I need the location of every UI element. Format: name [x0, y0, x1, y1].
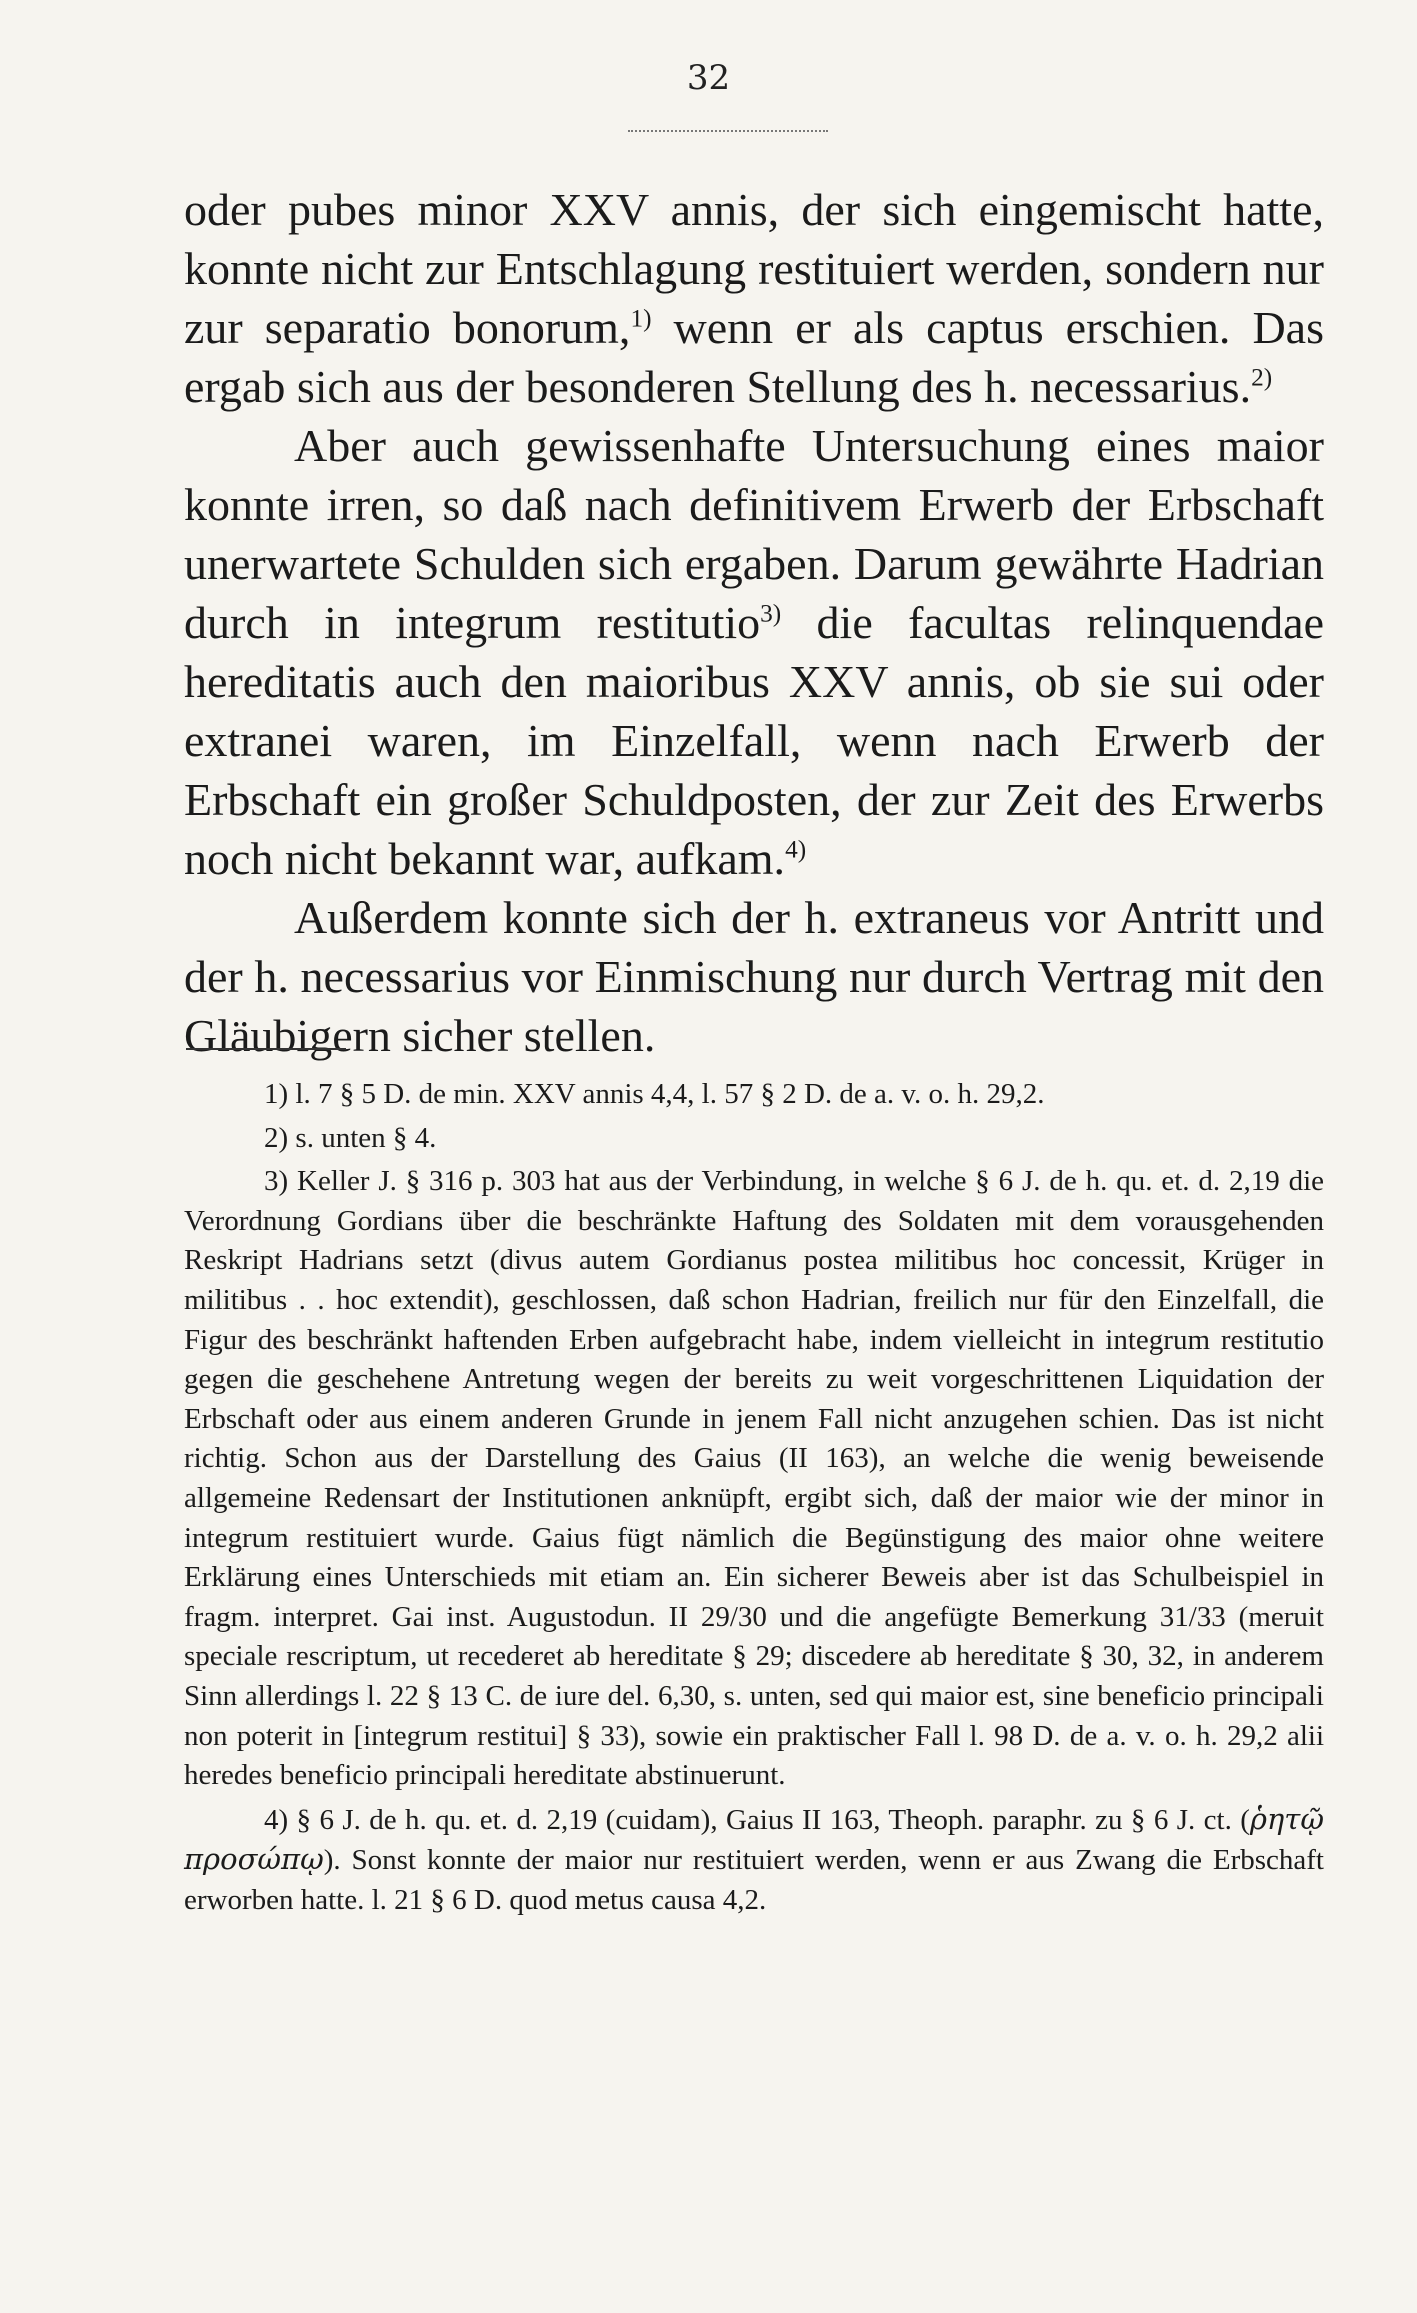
main-text	[184, 180, 1324, 1065]
paragraph-2-text-b: die facultas relinquendae hereditatis auch den maioribus XXV annis, ob sie sui oder extranei waren, im Einzelfall, wenn nach Erwerb der Erbschaft ein großer Schuldposten, der zur Zeit des Erwerbs noch nicht bekannt war, aufkam.	[184, 597, 1324, 884]
footnote-ref-1: 1)	[630, 304, 652, 333]
footnote-separator	[186, 1048, 346, 1050]
footnote-4-text-b: ). Sonst konnte der maior nur restituiert werden, wenn er aus Zwang die Erbschaft erworben hatte. l. 21 § 6 D. quod metus causa 4,2.	[184, 1844, 1324, 1916]
footnote-2: 2) s. unten § 4.	[264, 1121, 437, 1154]
header-rule	[628, 130, 828, 132]
footnote-4-greek: ῥητῷ προσώπῳ	[184, 1801, 1324, 1877]
paragraph-2	[184, 416, 1324, 888]
footnote-4	[184, 1800, 1324, 1921]
footnotes	[184, 1075, 1324, 1924]
paragraph-3: Außerdem konnte sich der h. extraneus vor Antritt und der h. necessarius vor Einmischung nur durch Vertrag mit den Gläubigern sicher stellen.	[184, 892, 1324, 1061]
footnote-ref-3: 3)	[760, 599, 782, 628]
paragraph-1-text-b: wenn er als captus erschien. Das ergab sich aus der besonderen Stellung des h. necessarius.	[184, 302, 1324, 412]
page-number: 32	[686, 58, 731, 98]
footnote-3: 3) Keller J. § 316 p. 303 hat aus der Verbindung, in welche § 6 J. de h. qu. et. d. 2,19 die Verordnung Gordians über die beschränkte Haftung des Soldaten mit dem vorausgehenden Reskript Hadrians setzt (divus autem Gordianus postea militibus hoc concessit, Krüger in militibus . . hoc extendit), geschlossen, daß schon Hadrian, freilich nur für den Einzelfall, die Figur des beschränkt haftenden Erben aufgebracht habe, indem vielleicht in integrum restitutio gegen die geschehene Antretung wegen der bereits zu weit vorgeschrittenen Liquidation der Erbschaft oder aus einem anderen Grunde in jenem Fall nicht anzugehen schien. Das ist nicht richtig. Schon aus der Darstellung des Gaius (II 163), an welche die wenig beweisende allgemeine Redensart der Institutionen anknüpft, ergibt sich, daß der maior wie der minor in integrum restituiert wurde. Gaius fügt nämlich die Begünstigung des maior ohne weitere Erklärung eines Unterschieds mit etiam an. Ein sicherer Beweis aber ist das Schulbeispiel in fragm. interpret. Gai inst. Augustodun. II 29/30 und die angefügte Bemerkung 31/33 (meruit speciale rescriptum, ut recederet ab hereditate § 29; discedere ab hereditate § 30, 32, in anderem Sinn allerdings l. 22 § 13 C. de iure del. 6,30, s. unten, sed qui maior est, sine beneficio principali non poterit in [integrum restitui] § 33), sowie ein praktischer Fall l. 98 D. de a. v. o. h. 29,2 alii heredes beneficio principali hereditate abstinuerunt.	[184, 1165, 1324, 1792]
footnote-1: 1) l. 7 § 5 D. de min. XXV annis 4,4, l. 57 § 2 D. de a. v. o. h. 29,2.	[264, 1078, 1045, 1110]
paragraph-2-text-a: Aber auch gewissenhafte Untersuchung eines maior konnte irren, so daß nach definitivem Erwerb der Erbschaft unerwartete Schulden sich ergaben. Darum gewährte Hadrian durch in integrum restitutio	[184, 420, 1324, 648]
paragraph-1	[184, 180, 1324, 416]
footnote-4-text-a: 4) § 6 J. de h. qu. et. d. 2,19 (cuidam), Gaius II 163, Theoph. paraphr. zu § 6 J. ct. (	[264, 1803, 1250, 1836]
footnote-ref-2: 2)	[1251, 363, 1273, 392]
paragraph-1-text-a: oder pubes minor XXV annis, der sich eingemischt hatte, konnte nicht zur Entschlagung restituiert werden, sondern nur zur separatio bonorum,	[184, 184, 1324, 353]
footnote-ref-4: 4)	[785, 835, 807, 864]
